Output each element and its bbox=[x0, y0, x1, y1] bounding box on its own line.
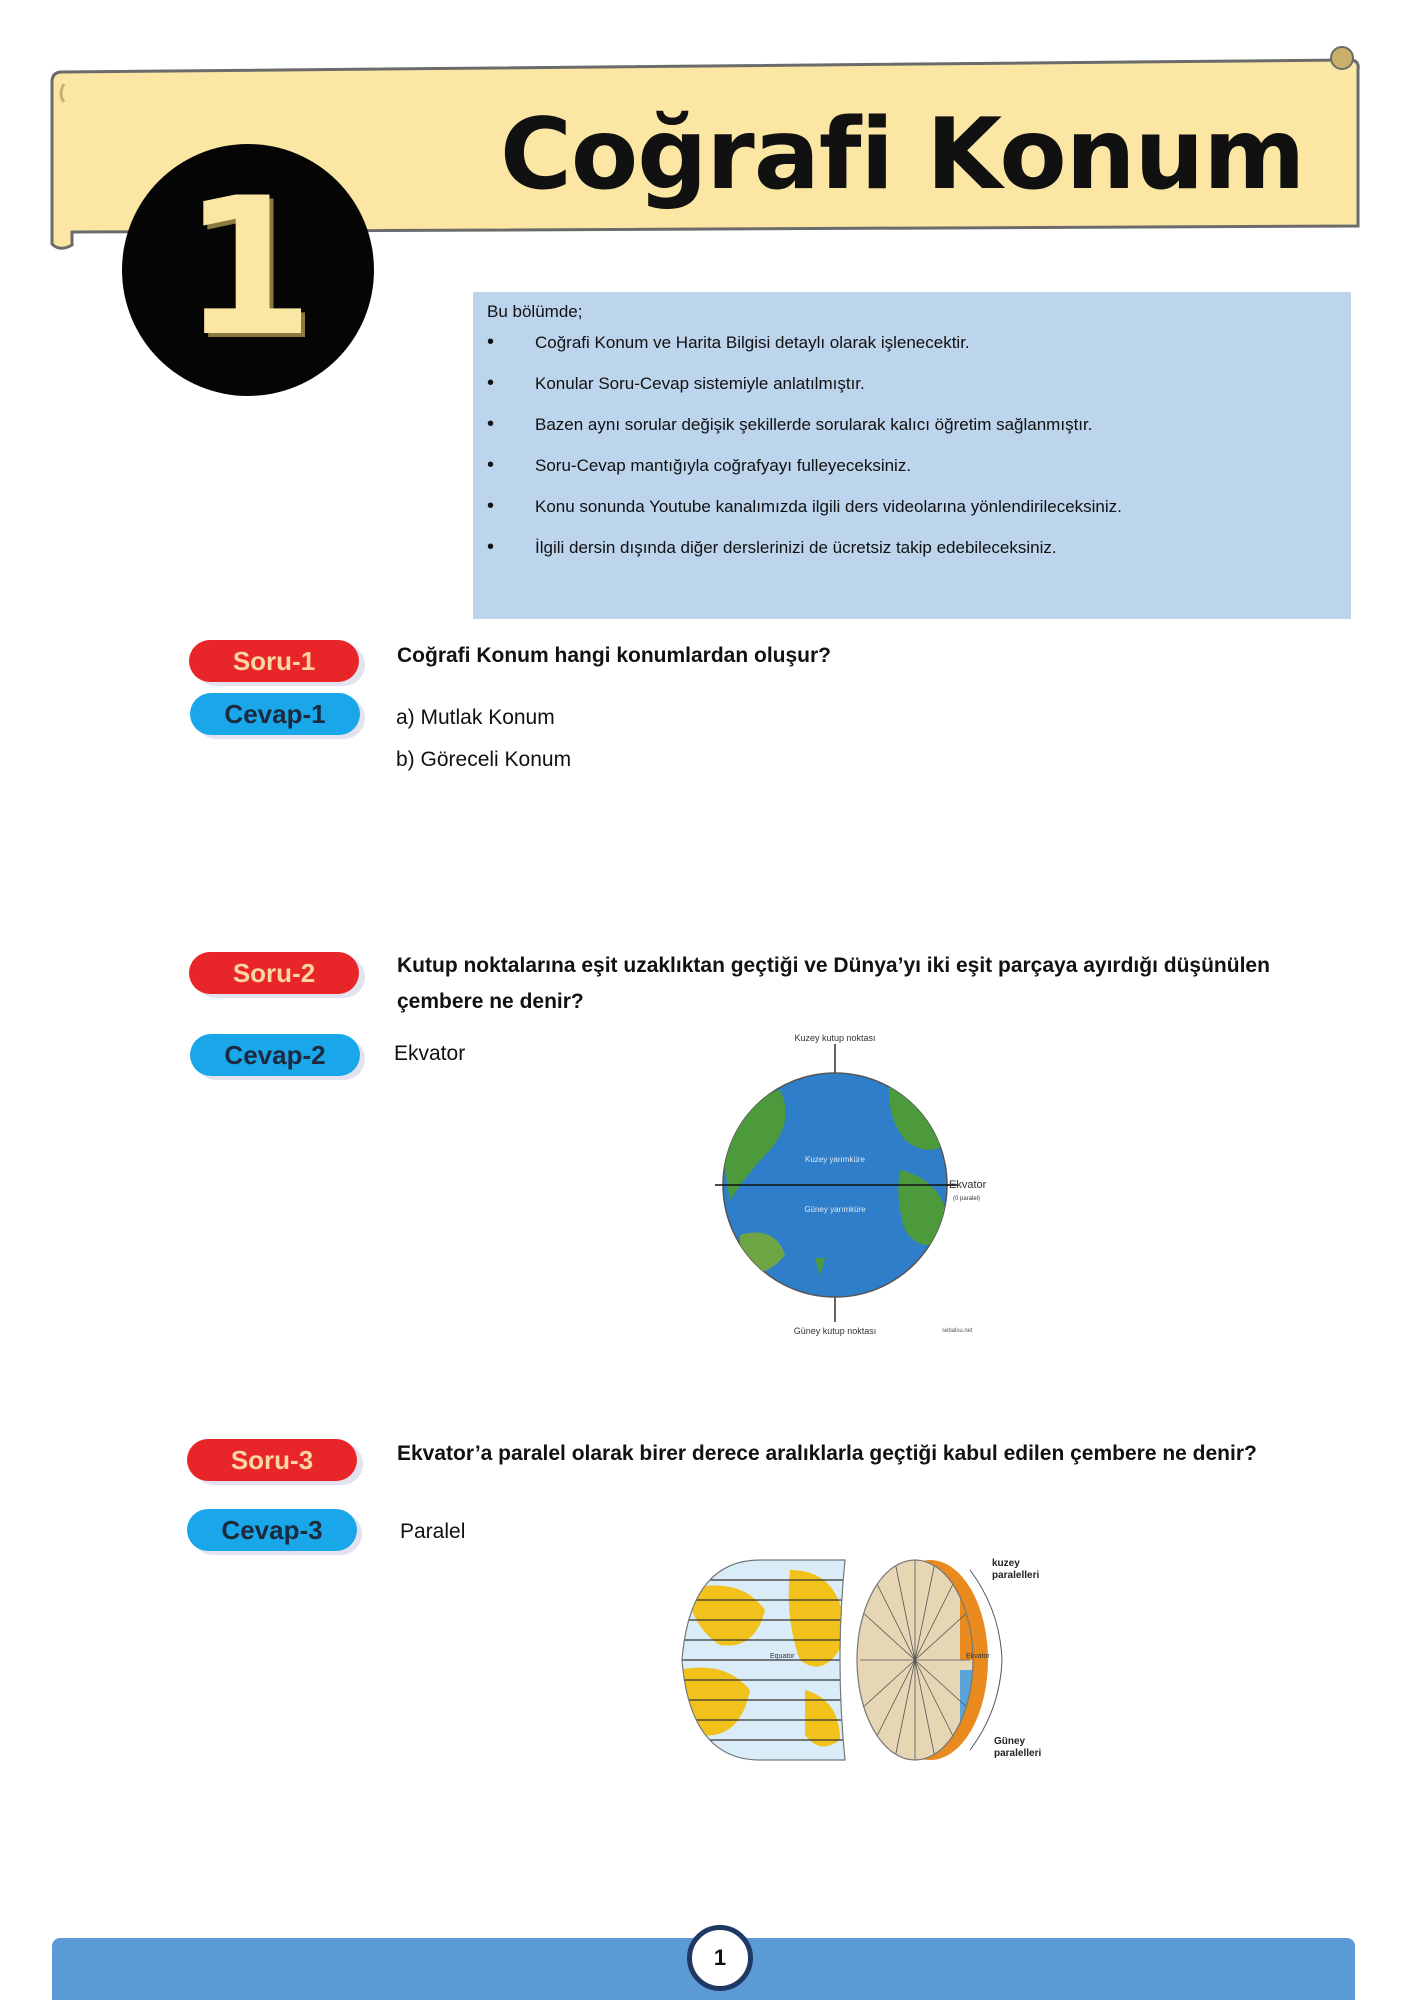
south-parallels-label-1: Güney bbox=[994, 1736, 1026, 1747]
question-2-text: Kutup noktalarına eşit uzaklıktan geçtiği ve Dünya’yı iki eşit parçaya ayırdığı düşünülen çembere ne denir? bbox=[397, 954, 1270, 1013]
south-parallels-label-2: paralelleri bbox=[994, 1748, 1042, 1759]
north-hemisphere-label: Kuzey yarımküre bbox=[804, 1155, 866, 1164]
intro-lead: Bu bölümde; bbox=[487, 302, 583, 321]
answer-2-badge: Cevap-2 bbox=[190, 1034, 360, 1076]
chapter-title: Coğrafi Konum bbox=[500, 98, 1305, 212]
south-hemisphere-label: Güney yarımküre bbox=[804, 1205, 866, 1214]
question-1-text: Coğrafi Konum hangi konumlardan oluşur? bbox=[397, 644, 832, 667]
figure-credit: sebalsu.net bbox=[942, 1328, 973, 1334]
intro-item: • İlgili dersin dışında diğer derslerinizi de ücretsiz takip edebileceksiniz. bbox=[481, 537, 1343, 578]
equator-left-label: Equator bbox=[770, 1653, 795, 1660]
intro-box bbox=[473, 292, 1351, 619]
intro-item: • Konular Soru-Cevap sistemiyle anlatılmıştır. bbox=[481, 373, 1343, 414]
equator-label: Ekvator bbox=[949, 1179, 987, 1191]
intro-item: • Konu sonunda Youtube kanalımızda ilgili ders videolarına yönlendirileceksiniz. bbox=[481, 496, 1343, 537]
question-1-badge: Soru-1 bbox=[189, 640, 359, 682]
north-parallels-label-2: paralelleri bbox=[992, 1570, 1040, 1581]
page-number: 1 bbox=[687, 1925, 753, 1991]
north-pole-label: Kuzey kutup noktası bbox=[794, 1033, 876, 1043]
equator-note-label: (0 paralel) bbox=[953, 1196, 981, 1202]
north-parallels-label-1: kuzey bbox=[992, 1558, 1020, 1569]
intro-item: • Bazen aynı sorular değişik şekillerde sorularak kalıcı öğretim sağlanmıştır. bbox=[481, 414, 1343, 455]
answer-2-text: Ekvator bbox=[394, 1042, 466, 1065]
question-2-badge: Soru-2 bbox=[189, 952, 359, 994]
globe-equator-figure bbox=[700, 1030, 1020, 1340]
parallels-figure bbox=[670, 1550, 1090, 1770]
answer-1-line-b: b) Göreceli Konum bbox=[396, 748, 572, 771]
answer-1-badge: Cevap-1 bbox=[190, 693, 360, 735]
intro-item: • Coğrafi Konum ve Harita Bilgisi detaylı olarak işlenecektir. bbox=[481, 332, 1343, 373]
question-3-text: Ekvator’a paralel olarak birer derece aralıklarla geçtiği kabul edilen çembere ne denir? bbox=[397, 1442, 1257, 1465]
answer-3-badge: Cevap-3 bbox=[187, 1509, 357, 1551]
intro-list bbox=[481, 332, 1343, 578]
equator-right-label: Ekvator bbox=[966, 1653, 990, 1660]
question-3-badge: Soru-3 bbox=[187, 1439, 357, 1481]
answer-1-line-a: a) Mutlak Konum bbox=[396, 706, 555, 729]
chapter-number: 1 bbox=[181, 157, 315, 378]
chapter-number-badge bbox=[122, 144, 374, 396]
south-pole-label: Güney kutup noktası bbox=[793, 1326, 877, 1336]
answer-3-text: Paralel bbox=[400, 1520, 466, 1543]
intro-item: • Soru-Cevap mantığıyla coğrafyayı fulleyeceksiniz. bbox=[481, 455, 1343, 496]
